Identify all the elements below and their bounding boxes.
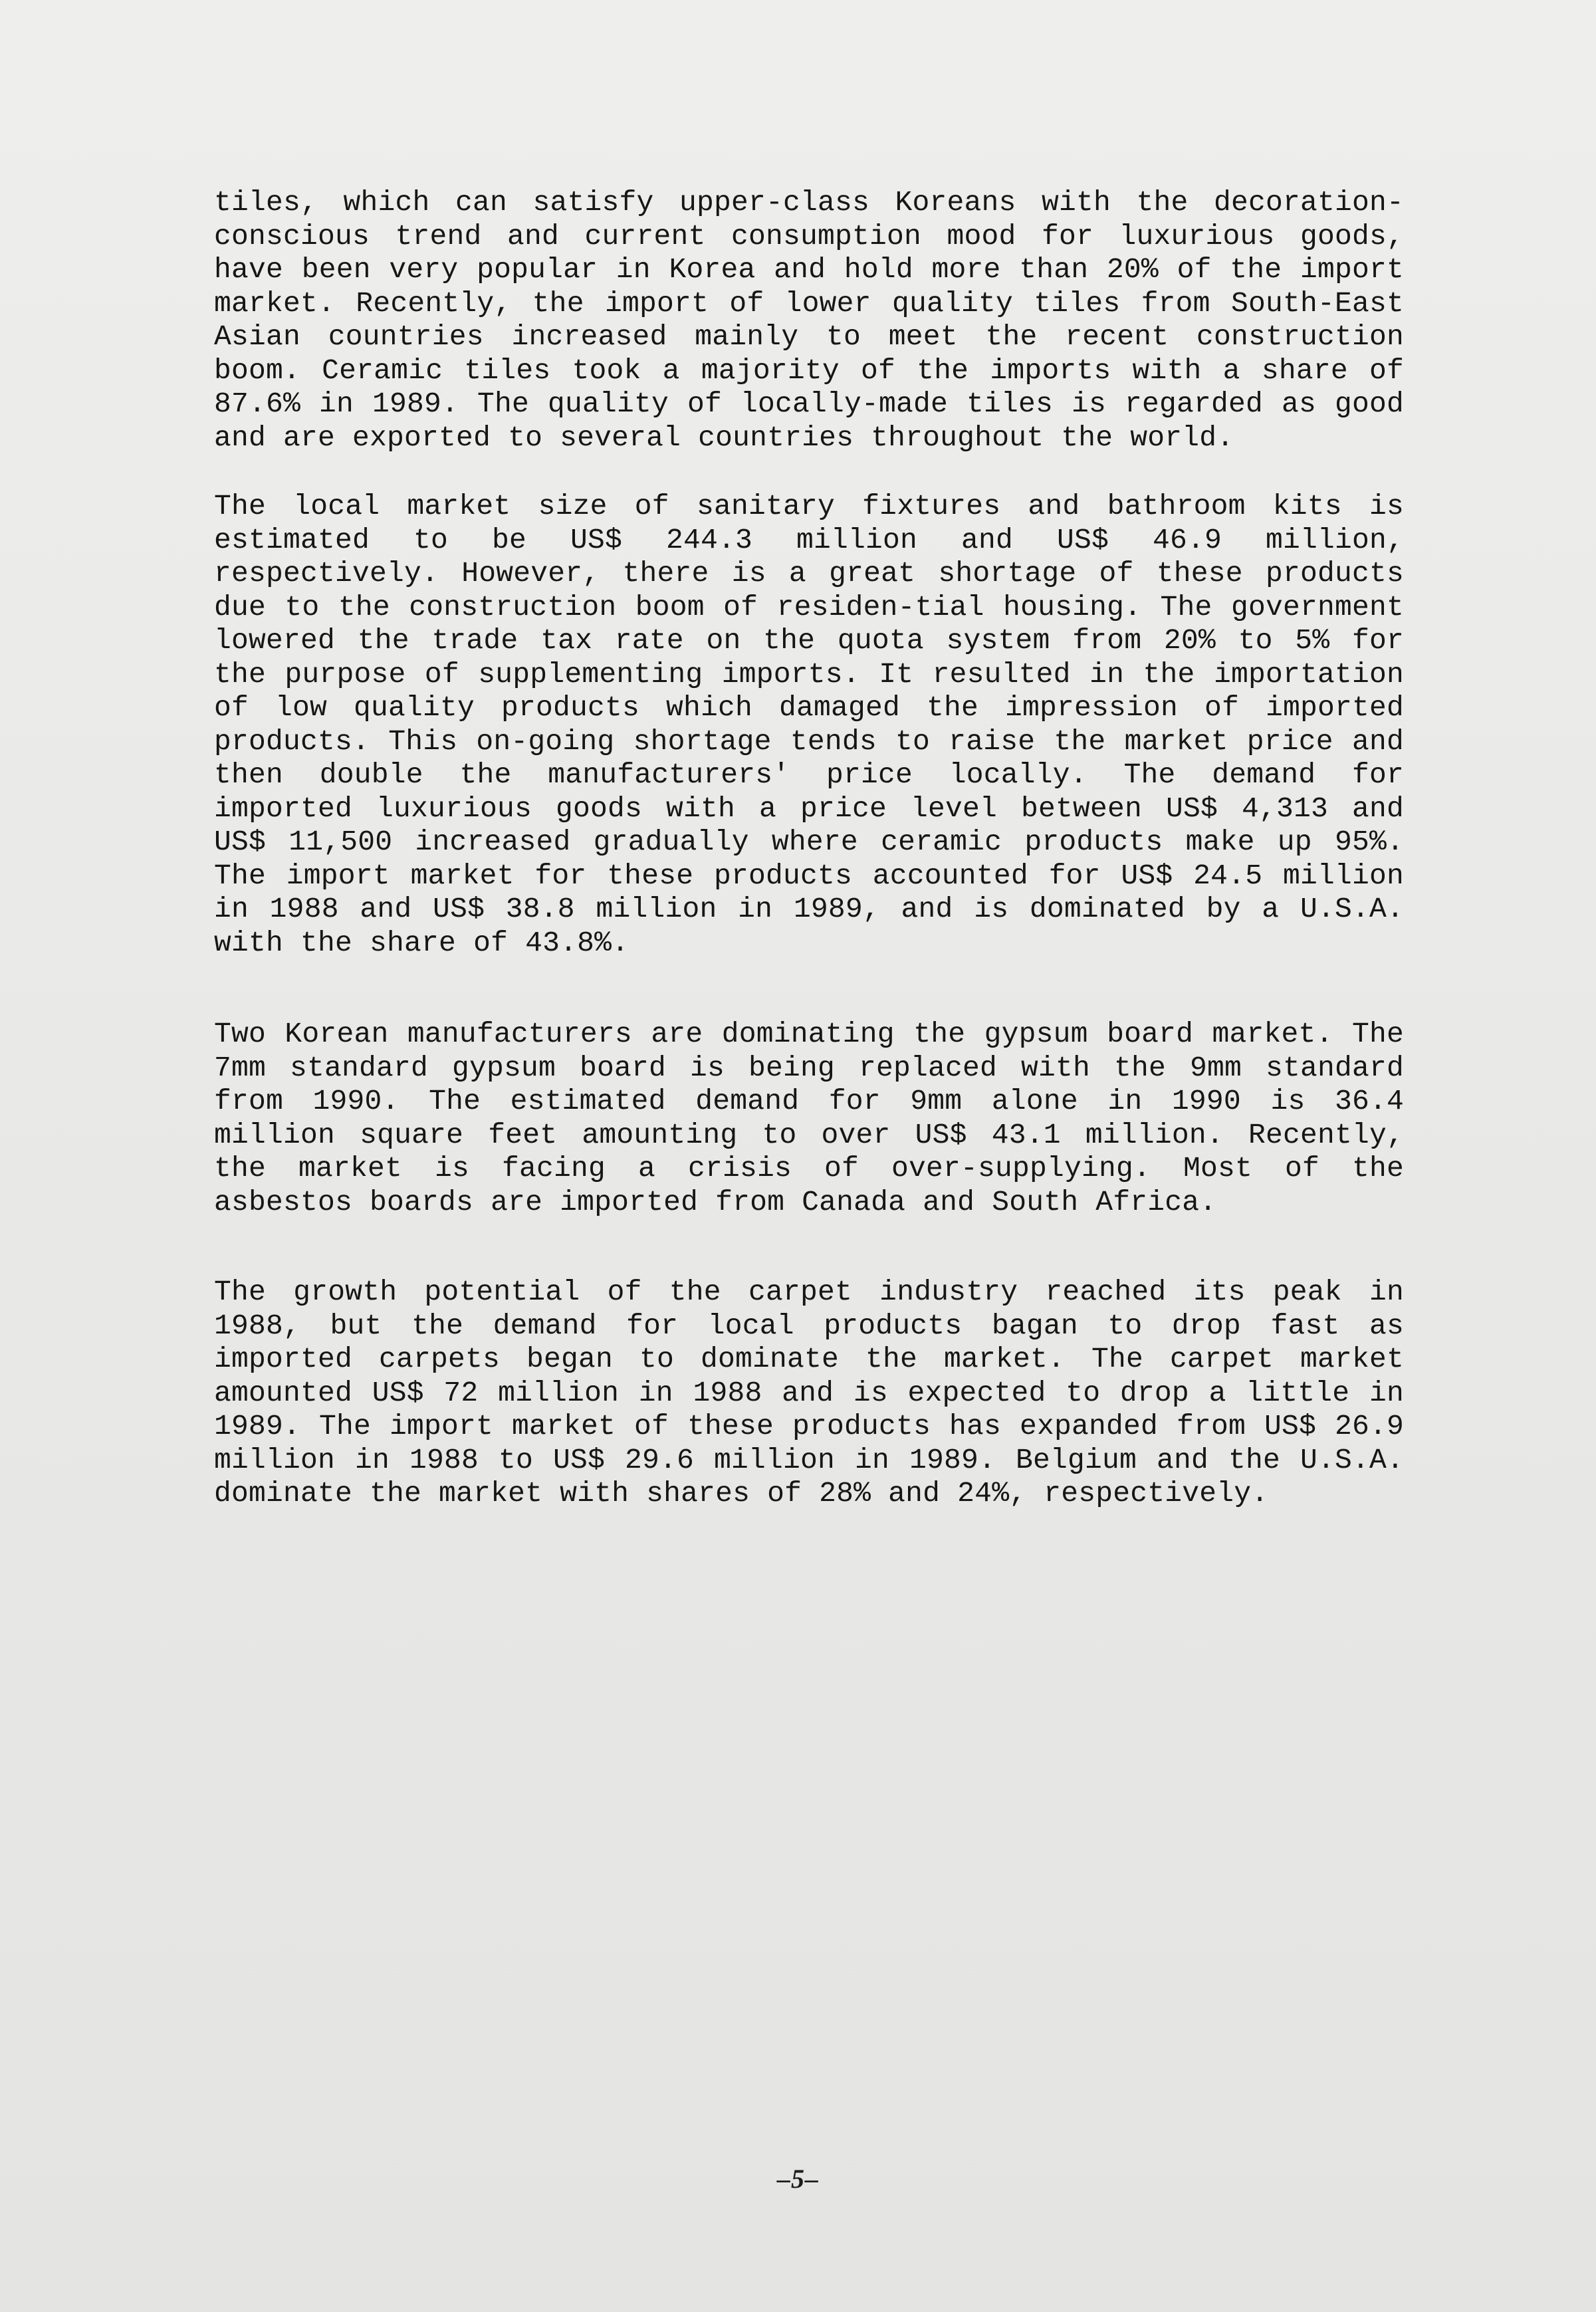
paragraph-sanitary-fixtures: The local market size of sanitary fixtures and bathroom kits is estimated to be US$ 244.3 million and US$ 46.9 million, respectively. However, there is a great shortage of these products due to the construction boom of residen-tial housing. The government lowered the trade tax rate on the quota system from 20% to 5% for the purpose of supplementing imports. It resulted in the importation of low quality products which damaged the impression of imported products. This on-going shortage tends to raise the market price and then double the manufacturers' price locally. The demand for imported luxurious goods with a price level between US$ 4,313 and US$ 11,500 increased gradually where ceramic products make up 95%. The import market for these products accounted for US$ 24.5 million in 1988 and US$ 38.8 million in 1989, and is dominated by a U.S.A. with the share of 43.8%. (214, 490, 1404, 959)
paragraph-gypsum-board: Two Korean manufacturers are dominating the gypsum board market. The 7mm standard gypsum board is being replaced with the 9mm standard from 1990. The estimated demand for 9mm alone in 1990 is 36.4 million square feet amounting to over US$ 43.1 million. Recently, the market is facing a crisis of over-supplying. Most of the asbestos boards are imported from Canada and South Africa. (214, 1018, 1404, 1218)
paragraph-tiles: tiles, which can satisfy upper-class Koreans with the decoration-conscious trend and current consumption mood for luxurious goods, have been very popular in Korea and hold more than 20% of the import market. Recently, the import of lower quality tiles from South-East Asian countries increased mainly to meet the recent construction boom. Ceramic tiles took a majority of the imports with a share of 87.6% in 1989. The quality of locally-made tiles is regarded as good and are exported to several countries throughout the world. (214, 186, 1404, 454)
page-number: –5– (777, 2164, 819, 2194)
paragraph-carpet: The growth potential of the carpet industry reached its peak in 1988, but the demand for local products bagan to drop fast as imported carpets began to dominate the market. The carpet market amounted US$ 72 million in 1988 and is expected to drop a little in 1989. The import market of these products has expanded from US$ 26.9 million in 1988 to US$ 29.6 million in 1989. Belgium and the U.S.A. dominate the market with shares of 28% and 24%, respectively. (214, 1276, 1404, 1510)
body-text (214, 186, 1404, 1511)
